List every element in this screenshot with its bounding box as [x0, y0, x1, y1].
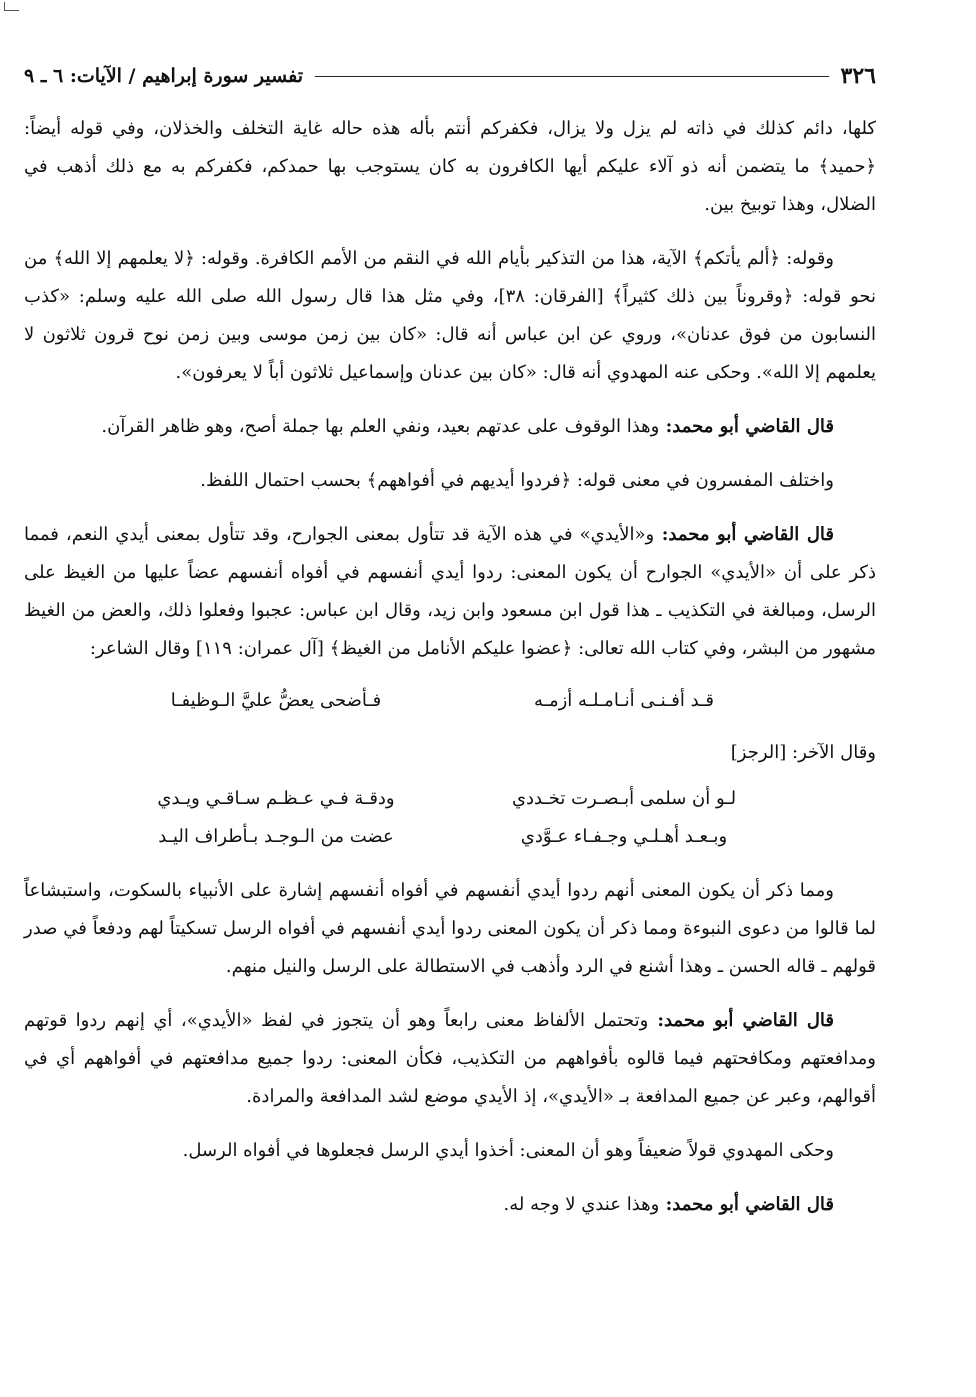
page-number: ٣٢٦ [840, 63, 876, 89]
paragraph-text: وهذا عندي لا وجه له. [503, 1194, 660, 1215]
paragraph-1 [24, 110, 876, 224]
verse-hemistich-left: فـأضحى يعضُّ عليَّ الـوظيفـا [170, 690, 382, 711]
poem-intro [24, 736, 876, 770]
page-header [24, 56, 876, 96]
running-title: تفسير سورة إبراهيم / الآيات: ٦ ـ ٩ [24, 65, 303, 87]
poem-verse-1 [24, 684, 876, 718]
paragraph-5 [24, 516, 876, 668]
speaker-label: قال القاضي أبو محمد: [659, 1194, 834, 1215]
paragraph-7 [24, 1002, 876, 1116]
book-page [24, 56, 876, 1366]
speaker-label: قال القاضي أبو محمد: [659, 416, 834, 437]
paragraph-text: وهذا الوقوف على عدتهم بعيد، ونفي العلم بها جملة أصح، وهو ظاهر القرآن. [101, 416, 660, 437]
paragraph-2 [24, 240, 876, 392]
paragraph-text: كلها، دائم كذلك في ذاته لم يزل ولا يزال، فكفركم أنتم بأله هذه حاله غاية التخلف والخذلان، وفي قوله أيضاً: ﴿حميد﴾ ما يتضمن أنه ذو آلاء عليكم أيها الكافرون به كان يستوجب بها حمدكم، فكفركم به مع ذلك أذهب في الضلال، وهذا توبيخ بين. [24, 118, 876, 215]
paragraph-3 [24, 408, 876, 446]
speaker-label: قال القاضي أبو محمد: [648, 1010, 834, 1031]
paragraph-text: وقوله: ﴿ألم يأتكم﴾ الآية، هذا من التذكير بأيام الله في النقم من الأمم الكافرة. وقوله: ﴿لا يعلمهم إلا الله﴾ من نحو قوله: ﴿وقروناً بين ذلك كثيراً﴾ [الفرقان: ٣٨]، وفي مثل هذا قال رسول الله صلى الله عليه وسلم: «كذب النسابون من فوق عدنان»، وروي عن ابن عباس أنه قال: «كان بين زمن موسى وبين زمن نوح قرون ثلاثون لا يعلمهم إلا الله». وحكى عنه المهدوي أنه قال: «كان بين عدنان وإسماعيل ثلاثون أباً لا يعرفون». [24, 248, 876, 383]
poem-intro-text: وقال الآخر: [الرجز] [730, 742, 876, 763]
paragraph-text: واختلف المفسرون في معنى قوله: ﴿فردوا أيديهم في أفواههم﴾ بحسب احتمال اللفظ. [200, 470, 834, 491]
poem-verse-2 [24, 782, 876, 854]
paragraph-9 [24, 1186, 876, 1224]
verse-hemistich-right: قـد أفـنـى أنـامـلـه أزمـه [534, 690, 714, 711]
paragraph-text: ومما ذكر أن يكون المعنى أنهم ردوا أيدي أنفسهم في أفواه أنفسهم إشارة على الأنبياء بالسكوت، واستبشاعاً لما قالوا من دعوى النبوءة ومما ذكر أن يكون المعنى ردوا أيدي أنفسهم في أفواه الرسل تسكيتاً لهم ودفعاً في صدر قولهم ـ قاله الحسن ـ وهذا أشنع في الرد وأذهب في الاستطالة على الرسل والنيل منهم. [24, 880, 876, 977]
verse-hemistich-right: لـو أن سلمى أبـصـرت تخـددي [511, 788, 737, 809]
paragraph-text: وتحتمل الألفاظ معنى رابعاً وهو أن يتجوز في لفظ «الأيدي»، أي إنهم ردوا قوتهم ومدافعتهم ومكافحتهم فيما قالوه بأفواههم من التكذيب، فكأن المعنى: ردوا جميع مدافعتهم في أفواههم أي في أقوالهم، وعبر عن جميع المدافعة بـ «الأيدي»، إذ الأيدي موضع لشد المدافعة والمرادة. [24, 1010, 876, 1107]
scan-corner-mark [4, 2, 19, 11]
verse-hemistich-left: ودقـة فـي عـظـم سـاقـي ويـدي [157, 788, 395, 809]
verse-hemistich-left: عضت من الـوجـد بـأطراف اليـد [158, 826, 394, 847]
header-rule [315, 76, 829, 77]
paragraph-8 [24, 1132, 876, 1170]
paragraph-text: و«الأيدي» في هذه الآية قد تتأول بمعنى الجوارح، وقد تتأول بمعنى أيدي النعم، فمما ذكر على أن «الأيدي» الجوارح أن يكون المعنى: ردوا أيدي أنفسهم في أفواه أنفسهم عضاً عليها من الغيظ على الرسل، ومبالغة في التكذيب ـ هذا قول ابن مسعود وابن زيد، وقال ابن عباس: عجبوا وفعلوا ذلك، والعض من الغيظ مشهور من البشر، وفي كتاب الله تعالى: ﴿عضوا عليكم الأنامل من الغيظ﴾ [آل عمران: ١١٩] وقال الشاعر: [24, 524, 876, 659]
paragraph-4 [24, 462, 876, 500]
speaker-label: قال القاضي أبو محمد: [654, 524, 834, 545]
verse-hemistich-right: وبـعـد أهـلـي وجـفـاء عـوَّدي [520, 826, 728, 847]
paragraph-text: وحكى المهدوي قولاً ضعيفاً وهو أن المعنى: أخذوا أيدي الرسل فجعلوها في أفواه الرسل. [182, 1140, 834, 1161]
paragraph-6 [24, 872, 876, 986]
